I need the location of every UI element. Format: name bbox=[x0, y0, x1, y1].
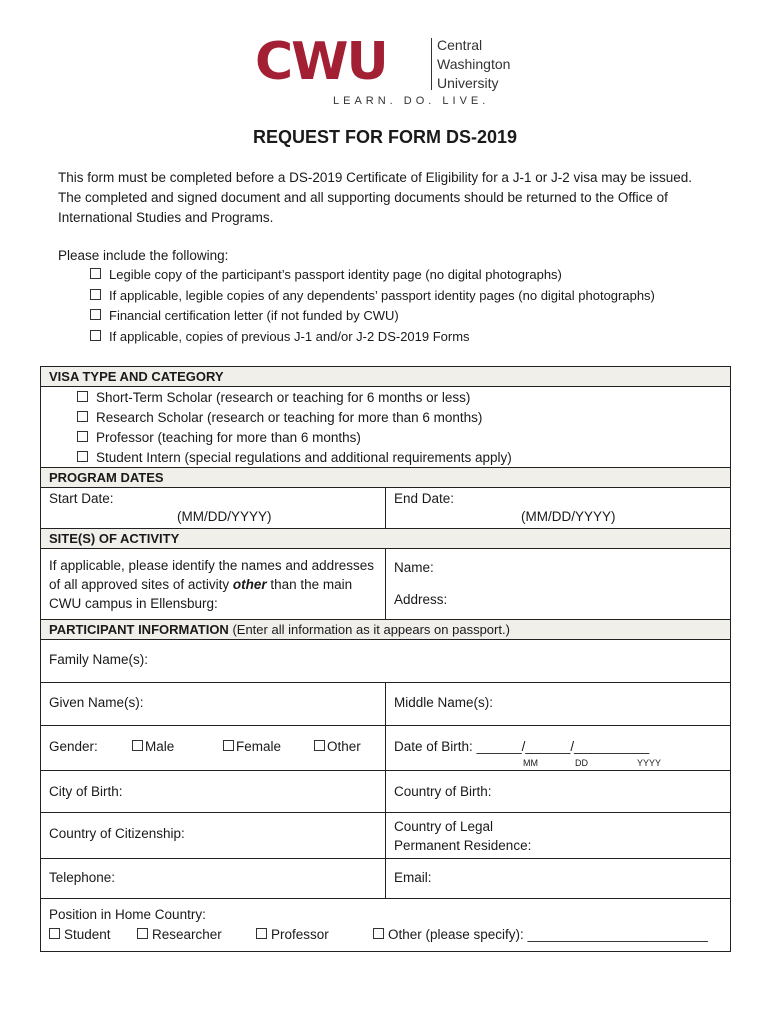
logo-divider bbox=[431, 38, 432, 90]
include-label: Please include the following: bbox=[58, 248, 229, 263]
sites-description: If applicable, please identify the names and addresses of all approved sites of activity other than the main CWU campus in Ellensburg: bbox=[49, 558, 374, 611]
include-item: Legible copy of the participant’s passport identity page (no digital photographs) bbox=[90, 265, 655, 286]
checkbox-icon bbox=[90, 268, 101, 279]
checkbox-icon bbox=[90, 309, 101, 320]
position-label: Position in Home Country: bbox=[49, 907, 206, 922]
middle-name-label: Middle Name(s): bbox=[394, 695, 494, 710]
logo-name-line1: Central bbox=[437, 37, 483, 53]
checkbox-icon[interactable] bbox=[77, 391, 88, 402]
request-form bbox=[40, 366, 731, 952]
visa-section-header: VISA TYPE AND CATEGORY bbox=[41, 367, 730, 387]
city-of-birth-label: City of Birth: bbox=[49, 784, 123, 799]
include-item: If applicable, copies of previous J-1 and/or J-2 DS-2019 Forms bbox=[90, 327, 655, 348]
telephone-label: Telephone: bbox=[49, 870, 116, 885]
site-name-label: Name: bbox=[394, 560, 434, 575]
dates-section-header: PROGRAM DATES bbox=[41, 467, 730, 488]
residence-label: Country of Legal Permanent Residence: bbox=[394, 819, 532, 853]
end-date-label: End Date: bbox=[394, 491, 455, 506]
dob-label: Date of Birth: ______/______/__________ bbox=[394, 739, 650, 754]
checkbox-icon[interactable] bbox=[314, 740, 325, 751]
logo-name-line2: Washington bbox=[437, 56, 511, 72]
position-student-option[interactable]: Student bbox=[49, 927, 111, 942]
family-name-label: Family Name(s): bbox=[49, 652, 149, 667]
position-researcher-option[interactable]: Researcher bbox=[137, 927, 222, 942]
gender-label: Gender: bbox=[49, 739, 98, 754]
position-professor-option[interactable]: Professor bbox=[256, 927, 329, 942]
position-other-option[interactable]: Other (please specify): ________________________ bbox=[373, 927, 708, 942]
sites-section-header: SITE(S) OF ACTIVITY bbox=[41, 528, 730, 549]
visa-option-professor[interactable]: Professor (teaching for more than 6 months) bbox=[77, 428, 512, 448]
include-item: Financial certification letter (if not funded by CWU) bbox=[90, 306, 655, 327]
dob-blank[interactable]: ______/______/__________ bbox=[476, 739, 650, 754]
country-of-birth-label: Country of Birth: bbox=[394, 784, 492, 799]
checkbox-icon bbox=[90, 330, 101, 341]
given-name-label: Given Name(s): bbox=[49, 695, 144, 710]
site-address-label: Address: bbox=[394, 592, 448, 607]
checkbox-icon[interactable] bbox=[77, 451, 88, 462]
checkbox-icon bbox=[90, 289, 101, 300]
checkbox-icon[interactable] bbox=[373, 928, 384, 939]
checkbox-icon[interactable] bbox=[132, 740, 143, 751]
email-label: Email: bbox=[394, 870, 432, 885]
logo-university-name bbox=[437, 36, 510, 93]
checkbox-icon[interactable] bbox=[77, 411, 88, 422]
start-date-format: (MM/DD/YYYY) bbox=[177, 509, 272, 524]
logo-tagline: LEARN. DO. LIVE. bbox=[333, 95, 490, 107]
participant-section-header: PARTICIPANT INFORMATION (Enter all information as it appears on passport.) bbox=[41, 619, 730, 640]
citizenship-label: Country of Citizenship: bbox=[49, 826, 185, 841]
checkbox-icon[interactable] bbox=[137, 928, 148, 939]
participant-header-note: (Enter all information as it appears on passport.) bbox=[232, 622, 510, 637]
end-date-format: (MM/DD/YYYY) bbox=[521, 509, 616, 524]
position-other-blank[interactable]: ________________________ bbox=[527, 927, 708, 942]
gender-male-option[interactable]: Male bbox=[132, 739, 174, 754]
checkbox-icon[interactable] bbox=[256, 928, 267, 939]
dob-yyyy-hint: YYYY bbox=[637, 758, 662, 768]
include-list bbox=[90, 265, 655, 347]
visa-options bbox=[77, 388, 512, 468]
checkbox-icon[interactable] bbox=[77, 431, 88, 442]
gender-other-option[interactable]: Other bbox=[314, 739, 361, 754]
dob-mm-hint: MM bbox=[523, 758, 538, 768]
gender-female-option[interactable]: Female bbox=[223, 739, 281, 754]
checkbox-icon[interactable] bbox=[49, 928, 60, 939]
logo-letters: CWU bbox=[255, 32, 387, 92]
logo-name-line3: University bbox=[437, 75, 499, 91]
page-title: REQUEST FOR FORM DS-2019 bbox=[252, 127, 518, 147]
visa-option-intern[interactable]: Student Intern (special regulations and additional requirements apply) bbox=[77, 448, 512, 468]
include-item: If applicable, legible copies of any dependents’ passport identity pages (no digital photographs) bbox=[90, 286, 655, 307]
visa-option-short-term[interactable]: Short-Term Scholar (research or teaching for 6 months or less) bbox=[77, 388, 512, 408]
start-date-label: Start Date: bbox=[49, 491, 114, 506]
checkbox-icon[interactable] bbox=[223, 740, 234, 751]
visa-option-research[interactable]: Research Scholar (research or teaching for more than 6 months) bbox=[77, 408, 512, 428]
cwu-logo bbox=[255, 32, 520, 112]
intro-paragraph: This form must be completed before a DS-2019 Certificate of Eligibility for a J-1 or J-2 visa may be issued. The completed and signed document and all supporting documents should be returned to the Office of International Studies and Programs. bbox=[58, 170, 693, 225]
dob-dd-hint: DD bbox=[575, 758, 588, 768]
